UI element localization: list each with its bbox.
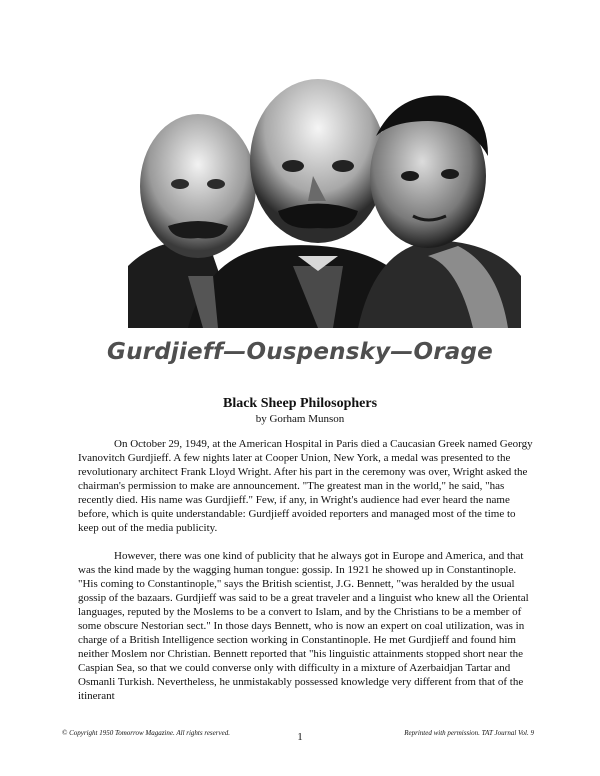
- paragraph: On October 29, 1949, at the American Hospital in Paris died a Caucasian Greek named Georgy Ivanovitch Gurdjieff. A few nights later at Cooper Union, New York, a medal was presented to the revolutionary architect Frank Lloyd Wright. After his part in the ceremony was over, Wright asked the chairman's permission to make are announcement. "The greatest man in the world," he said, "has recently died. His name was Gurdjieff." Few, if any, in Wright's audience had ever heard the name before, which is quite understandable: Gurdjieff avoided reporters and managed most of the time to keep out of the media publicity.: [78, 438, 533, 534]
- article-body: [78, 437, 538, 703]
- article-byline: by Gorham Munson: [255, 413, 345, 425]
- portrait-photo: [128, 66, 521, 328]
- copyright-notice: © Copyright 1950 Tomorrow Magazine. All rights reserved.: [62, 729, 230, 737]
- article-title: Black Sheep Philosophers: [222, 396, 378, 411]
- paragraph: However, there was one kind of publicity that he always got in Europe and America, and that was the kind made by the wagging human tongue: gossip. In 1921 he showed up in Constantinople. "His coming to Constantinople," says the British scientist, J.G. Bennett, "was heralded by the usual gossip of the bazaars. Gurdjieff was said to be a great traveler and a linguist who knew all the Oriental languages, reputed by the Moslems to be a convert to Islam, and by the Christians to be a member of some obscure Nestorian sect." In those days Bennett, who is now an expert on coal utilization, was in charge of a British Intelligence section working in Constantinople. He met Gurdjieff and found him neither Moslem nor Christian. Bennett reported that "his linguistic attainments stopped short near the Caspian Sea, so that we could converse only with difficulty in a mixture of Azerbaidjan Tartar and Osmanli Turkish. Nevertheless, he unmistakably possessed knowledge very different from that of the itinerant: [78, 550, 529, 702]
- page-number: 1: [297, 731, 303, 743]
- reprint-notice: Reprinted with permission. TAT Journal Vol. 9: [404, 729, 534, 737]
- photo-caption-banner: Gurdjieff—Ouspensky—Orage: [107, 339, 493, 365]
